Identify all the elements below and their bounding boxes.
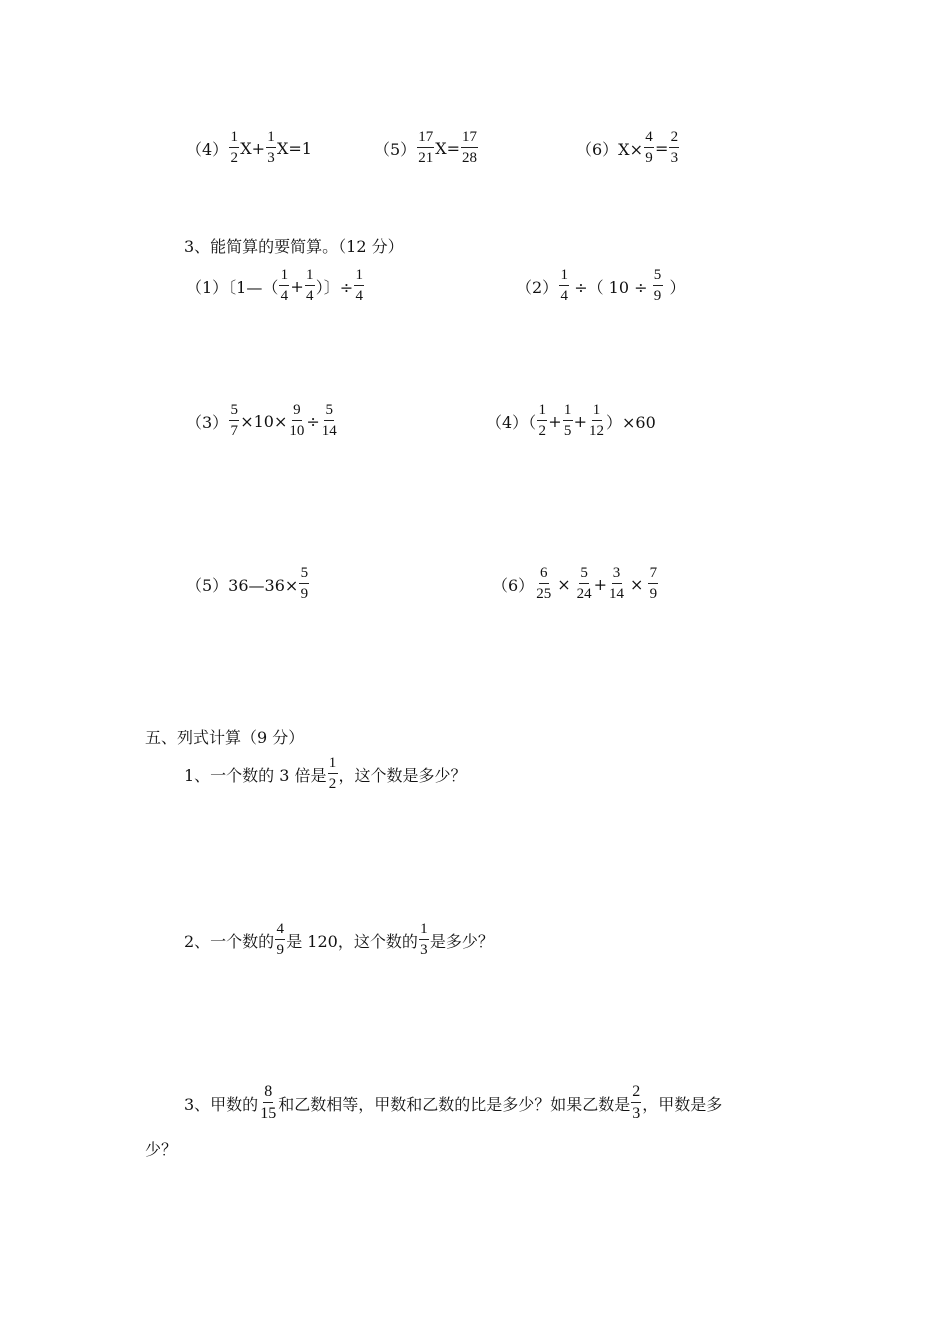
q1-close: ）〕÷ [315, 277, 354, 297]
fraction: $\frac{1}{4}$ [560, 267, 568, 304]
word-problem-3-continued [145, 1137, 177, 1160]
fraction: $\frac{5}{7}$ [230, 402, 238, 439]
fraction: $\frac{1}{4}$ [355, 267, 363, 304]
problem-3-3 [186, 403, 339, 439]
q4-op: + [573, 411, 587, 431]
wp2-pre: 2、一个数的 [184, 931, 275, 951]
problem-3-2 [516, 268, 686, 304]
word-problem-1 [184, 756, 467, 792]
q6-label: （6） [492, 575, 535, 595]
wp2-mid: 是 120，这个数的 [286, 931, 418, 951]
fraction: $\frac{3}{14}$ [609, 565, 624, 602]
word-problem-3 [184, 1084, 722, 1122]
equation-5 [374, 130, 479, 166]
wp1-pre: 1、一个数的 3 倍是 [184, 765, 327, 785]
fraction: $\frac{6}{25}$ [536, 565, 552, 602]
fraction: $\frac{17}{21}$ [418, 129, 434, 166]
problem-3-6 [492, 566, 659, 602]
fraction: $\frac{1}{2}$ [230, 129, 238, 166]
fraction: $\frac{9}{10}$ [289, 402, 305, 439]
fraction: $\frac{4}{9}$ [645, 129, 653, 166]
fraction: $\frac{2}{3}$ [632, 1083, 641, 1122]
equation-6 [576, 130, 680, 166]
fraction: $\frac{1}{3}$ [267, 129, 275, 166]
section-3-title [184, 234, 404, 257]
fraction: $\frac{2}{3}$ [670, 129, 679, 166]
fraction: $\frac{5}{14}$ [321, 402, 337, 439]
fraction: $\frac{1}{3}$ [420, 921, 428, 958]
fraction: $\frac{5}{9}$ [653, 267, 662, 304]
q1-label: （1）〔1—（ [186, 277, 279, 297]
q4-op: + [548, 411, 562, 431]
q2-close: ） [669, 277, 686, 297]
problem-3-1 [186, 268, 365, 304]
q3-mid: ×10× [240, 411, 288, 431]
problem-3-5 [186, 566, 310, 602]
fraction: $\frac{4}{9}$ [276, 921, 284, 958]
wp3-mid: 和乙数相等，甲数和乙数的比是多少？如果乙数是 [278, 1094, 631, 1114]
q2-mid: ÷（ 10 ÷ [574, 277, 648, 297]
section-5-title [145, 725, 304, 748]
fraction: $\frac{1}{4}$ [280, 267, 289, 304]
word-problem-2 [184, 922, 494, 958]
eq5-text: X= [435, 138, 460, 158]
q2-label: （2） [516, 277, 559, 297]
fraction: $\frac{5}{9}$ [300, 565, 309, 602]
fraction: $\frac{1}{2}$ [538, 402, 546, 439]
eq5-label: （5） [374, 139, 417, 159]
fraction: $\frac{1}{2}$ [328, 755, 337, 792]
fraction: $\frac{1}{4}$ [306, 267, 314, 304]
wp3-pre: 3、甲数的 [184, 1094, 259, 1114]
fraction: $\frac{17}{28}$ [461, 129, 477, 166]
q1-op: + [290, 276, 304, 296]
q6-op: × [557, 574, 571, 594]
section-3-title-text: 3、能简算的要简算。（12 分） [184, 237, 404, 256]
q3-div: ÷ [306, 411, 320, 431]
fraction: $\frac{1}{5}$ [563, 402, 572, 439]
equation-4 [186, 130, 312, 166]
q3-label: （3） [186, 412, 229, 432]
section-5-title-text: 五、列式计算（9 分） [145, 728, 305, 747]
eq4-text: X=1 [276, 138, 312, 158]
q5-label: （5）36—36× [186, 575, 299, 595]
wp3-post: ，甲数是多 [642, 1094, 723, 1114]
fraction: $\frac{7}{9}$ [649, 565, 658, 602]
q4-label: （4）（ [486, 412, 537, 432]
fraction: $\frac{5}{24}$ [576, 565, 592, 602]
wp2-post: 是多少？ [429, 931, 494, 951]
eq4-label: （4） [186, 139, 229, 159]
eq6-label: （6）X× [576, 139, 643, 159]
q6-op: + [593, 574, 607, 594]
fraction: $\frac{1}{12}$ [589, 402, 604, 439]
q6-op: × [630, 574, 644, 594]
fraction: $\frac{8}{15}$ [260, 1083, 277, 1122]
problem-3-4 [486, 403, 656, 439]
wp3-cont: 少？ [145, 1140, 178, 1159]
wp1-post: ，这个数是多少？ [338, 765, 467, 785]
q4-close: ）×60 [606, 412, 656, 432]
eq6-text: = [654, 138, 669, 158]
eq4-text: X+ [240, 138, 265, 158]
